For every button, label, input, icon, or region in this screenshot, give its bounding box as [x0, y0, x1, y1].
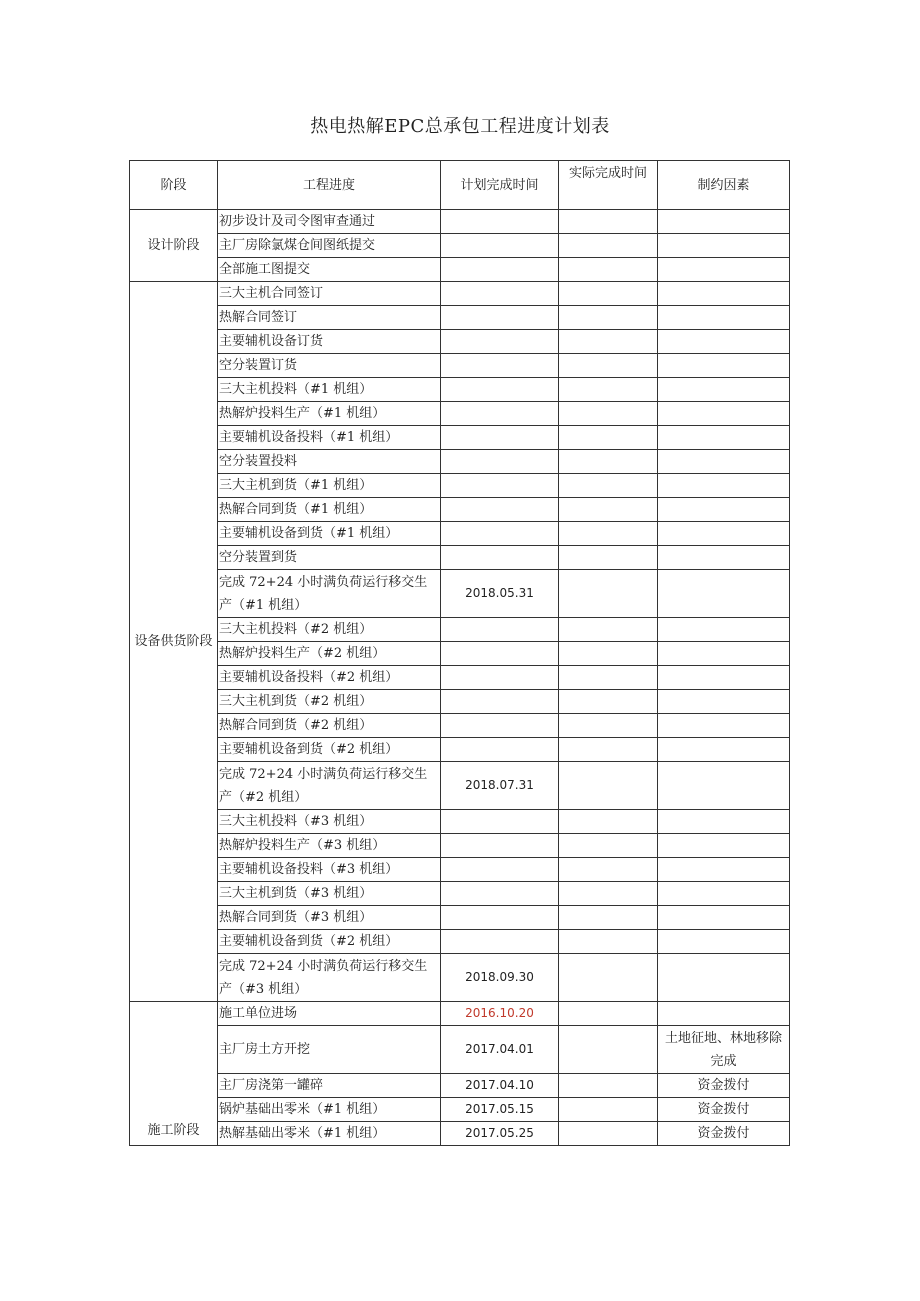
plan-date-cell [441, 474, 559, 498]
progress-item: 热解合同到货（#2 机组） [218, 714, 441, 738]
actual-date-cell [559, 1002, 658, 1026]
progress-item: 三大主机到货（#2 机组） [218, 690, 441, 714]
plan-date-cell [441, 378, 559, 402]
actual-date-cell [559, 426, 658, 450]
actual-date-cell [559, 546, 658, 570]
actual-date-cell [559, 210, 658, 234]
table-row [130, 834, 790, 858]
progress-item: 主要辅机设备到货（#2 机组） [218, 930, 441, 954]
progress-item: 三大主机投料（#1 机组） [218, 378, 441, 402]
header-factors: 制约因素 [658, 161, 790, 210]
actual-date-cell [559, 618, 658, 642]
plan-date-cell [441, 258, 559, 282]
progress-item: 主要辅机设备投料（#1 机组） [218, 426, 441, 450]
constraint-factor-cell [658, 474, 790, 498]
progress-item: 主要辅机设备投料（#2 机组） [218, 666, 441, 690]
actual-date-cell [559, 858, 658, 882]
table-row [130, 714, 790, 738]
progress-item: 三大主机到货（#3 机组） [218, 882, 441, 906]
progress-item: 主要辅机设备到货（#1 机组） [218, 522, 441, 546]
plan-date-cell [441, 858, 559, 882]
actual-date-cell [559, 378, 658, 402]
constraint-factor-cell [658, 402, 790, 426]
progress-item: 热解合同签订 [218, 306, 441, 330]
actual-date-cell [559, 714, 658, 738]
actual-date-cell [559, 450, 658, 474]
table-row [130, 378, 790, 402]
actual-date-cell [559, 282, 658, 306]
constraint-factor-cell [658, 618, 790, 642]
progress-item: 主厂房除氯煤仓间图纸提交 [218, 234, 441, 258]
plan-date-cell [441, 234, 559, 258]
plan-date-cell [441, 330, 559, 354]
header-progress: 工程进度 [218, 161, 441, 210]
constraint-factor-cell [658, 426, 790, 450]
actual-date-cell [559, 330, 658, 354]
table-row [130, 690, 790, 714]
table-row [130, 330, 790, 354]
table-row [130, 1074, 790, 1098]
table-row [130, 906, 790, 930]
table-row [130, 258, 790, 282]
progress-item: 热解炉投料生产（#1 机组） [218, 402, 441, 426]
constraint-factor-cell [658, 690, 790, 714]
table-row [130, 282, 790, 306]
progress-item: 主要辅机设备订货 [218, 330, 441, 354]
table-row [130, 1026, 790, 1074]
constraint-factor-cell [658, 330, 790, 354]
header-plan-date: 计划完成时间 [441, 161, 559, 210]
actual-date-cell [559, 810, 658, 834]
actual-date-cell [559, 666, 658, 690]
table-row [130, 498, 790, 522]
actual-date-cell [559, 762, 658, 810]
table-row [130, 570, 790, 618]
progress-item: 三大主机投料（#2 机组） [218, 618, 441, 642]
progress-item: 空分装置投料 [218, 450, 441, 474]
table-row [130, 738, 790, 762]
actual-date-cell [559, 234, 658, 258]
constraint-factor-cell [658, 666, 790, 690]
table-row [130, 858, 790, 882]
plan-date-cell: 2017.04.10 [441, 1074, 559, 1098]
constraint-factor-cell: 土地征地、林地移除完成 [658, 1026, 790, 1074]
table-row [130, 954, 790, 1002]
plan-date-cell [441, 834, 559, 858]
constraint-factor-cell [658, 930, 790, 954]
plan-date-cell [441, 498, 559, 522]
constraint-factor-cell [658, 858, 790, 882]
table-row [130, 762, 790, 810]
constraint-factor-cell [658, 354, 790, 378]
table-row [130, 450, 790, 474]
progress-item: 热解基础出零米（#1 机组） [218, 1122, 441, 1146]
constraint-factor-cell: 资金拨付 [658, 1074, 790, 1098]
plan-date-cell [441, 306, 559, 330]
table-row [130, 810, 790, 834]
constraint-factor-cell [658, 642, 790, 666]
progress-item: 主厂房土方开挖 [218, 1026, 441, 1074]
table-row [130, 474, 790, 498]
constraint-factor-cell [658, 522, 790, 546]
plan-date-cell [441, 522, 559, 546]
progress-item: 热解合同到货（#1 机组） [218, 498, 441, 522]
progress-item: 施工单位进场 [218, 1002, 441, 1026]
plan-date-cell [441, 882, 559, 906]
progress-item: 热解合同到货（#3 机组） [218, 906, 441, 930]
plan-date-cell [441, 642, 559, 666]
plan-date-cell: 2018.05.31 [441, 570, 559, 618]
actual-date-cell [559, 738, 658, 762]
constraint-factor-cell [658, 234, 790, 258]
constraint-factor-cell [658, 306, 790, 330]
progress-item: 锅炉基础出零米（#1 机组） [218, 1098, 441, 1122]
progress-table [129, 160, 790, 1146]
progress-item: 热解炉投料生产（#2 机组） [218, 642, 441, 666]
constraint-factor-cell [658, 882, 790, 906]
stage-cell-construction: 施工阶段 [130, 1002, 218, 1146]
progress-item: 主要辅机设备到货（#2 机组） [218, 738, 441, 762]
actual-date-cell [559, 834, 658, 858]
actual-date-cell [559, 930, 658, 954]
constraint-factor-cell [658, 450, 790, 474]
table-row [130, 1098, 790, 1122]
constraint-factor-cell [658, 570, 790, 618]
plan-date-cell [441, 666, 559, 690]
plan-date-cell: 2017.05.15 [441, 1098, 559, 1122]
actual-date-cell [559, 642, 658, 666]
actual-date-cell [559, 354, 658, 378]
constraint-factor-cell [658, 714, 790, 738]
plan-date-cell: 2017.04.01 [441, 1026, 559, 1074]
header-row [130, 161, 790, 210]
constraint-factor-cell [658, 810, 790, 834]
progress-item: 主要辅机设备投料（#3 机组） [218, 858, 441, 882]
constraint-factor-cell [658, 378, 790, 402]
actual-date-cell [559, 1122, 658, 1146]
actual-date-cell [559, 1026, 658, 1074]
constraint-factor-cell: 资金拨付 [658, 1098, 790, 1122]
progress-item: 完成 72+24 小时满负荷运行移交生产（#3 机组） [218, 954, 441, 1002]
progress-item: 热解炉投料生产（#3 机组） [218, 834, 441, 858]
table-row [130, 354, 790, 378]
constraint-factor-cell [658, 954, 790, 1002]
plan-date-cell: 2018.07.31 [441, 762, 559, 810]
header-actual-date: 实际完成时间 [559, 161, 658, 210]
progress-item: 三大主机投料（#3 机组） [218, 810, 441, 834]
plan-date-cell [441, 282, 559, 306]
constraint-factor-cell [658, 546, 790, 570]
table-row [130, 546, 790, 570]
actual-date-cell [559, 882, 658, 906]
actual-date-cell [559, 306, 658, 330]
table-row [130, 666, 790, 690]
plan-date-cell [441, 426, 559, 450]
plan-date-cell: 2018.09.30 [441, 954, 559, 1002]
plan-date-cell [441, 450, 559, 474]
plan-date-cell [441, 930, 559, 954]
constraint-factor-cell [658, 834, 790, 858]
table-row [130, 522, 790, 546]
table-row [130, 1122, 790, 1146]
progress-item: 三大主机到货（#1 机组） [218, 474, 441, 498]
table-row [130, 882, 790, 906]
table-row [130, 642, 790, 666]
plan-date-cell [441, 546, 559, 570]
actual-date-cell [559, 1098, 658, 1122]
actual-date-cell [559, 570, 658, 618]
progress-item: 完成 72+24 小时满负荷运行移交生产（#2 机组） [218, 762, 441, 810]
table-row [130, 618, 790, 642]
actual-date-cell [559, 498, 658, 522]
table-row [130, 1002, 790, 1026]
progress-item: 完成 72+24 小时满负荷运行移交生产（#1 机组） [218, 570, 441, 618]
table-row [130, 402, 790, 426]
constraint-factor-cell [658, 906, 790, 930]
plan-date-cell: 2016.10.20 [441, 1002, 559, 1026]
actual-date-cell [559, 474, 658, 498]
plan-date-cell [441, 690, 559, 714]
progress-item: 初步设计及司令图审查通过 [218, 210, 441, 234]
constraint-factor-cell [658, 738, 790, 762]
actual-date-cell [559, 954, 658, 1002]
header-stage: 阶段 [130, 161, 218, 210]
plan-date-cell [441, 810, 559, 834]
plan-date-cell [441, 210, 559, 234]
table-row [130, 210, 790, 234]
plan-date-cell [441, 402, 559, 426]
plan-date-cell [441, 618, 559, 642]
constraint-factor-cell [658, 282, 790, 306]
table-row [130, 930, 790, 954]
actual-date-cell [559, 690, 658, 714]
plan-date-cell [441, 738, 559, 762]
progress-item: 主厂房浇第一罐碎 [218, 1074, 441, 1098]
progress-item: 空分装置订货 [218, 354, 441, 378]
actual-date-cell [559, 522, 658, 546]
progress-item: 全部施工图提交 [218, 258, 441, 282]
actual-date-cell [559, 906, 658, 930]
stage-cell-design: 设计阶段 [130, 210, 218, 282]
progress-item: 三大主机合同签订 [218, 282, 441, 306]
table-row [130, 234, 790, 258]
plan-date-cell: 2017.05.25 [441, 1122, 559, 1146]
constraint-factor-cell [658, 762, 790, 810]
actual-date-cell [559, 1074, 658, 1098]
constraint-factor-cell [658, 1002, 790, 1026]
table-row [130, 426, 790, 450]
table-row [130, 306, 790, 330]
constraint-factor-cell [658, 210, 790, 234]
plan-date-cell [441, 354, 559, 378]
plan-date-cell [441, 714, 559, 738]
constraint-factor-cell: 资金拨付 [658, 1122, 790, 1146]
constraint-factor-cell [658, 498, 790, 522]
actual-date-cell [559, 258, 658, 282]
progress-item: 空分装置到货 [218, 546, 441, 570]
plan-date-cell [441, 906, 559, 930]
actual-date-cell [559, 402, 658, 426]
stage-cell-supply: 设备供货阶段 [130, 282, 218, 1002]
document-title: 热电热解EPC总承包工程进度计划表 [310, 116, 610, 137]
constraint-factor-cell [658, 258, 790, 282]
